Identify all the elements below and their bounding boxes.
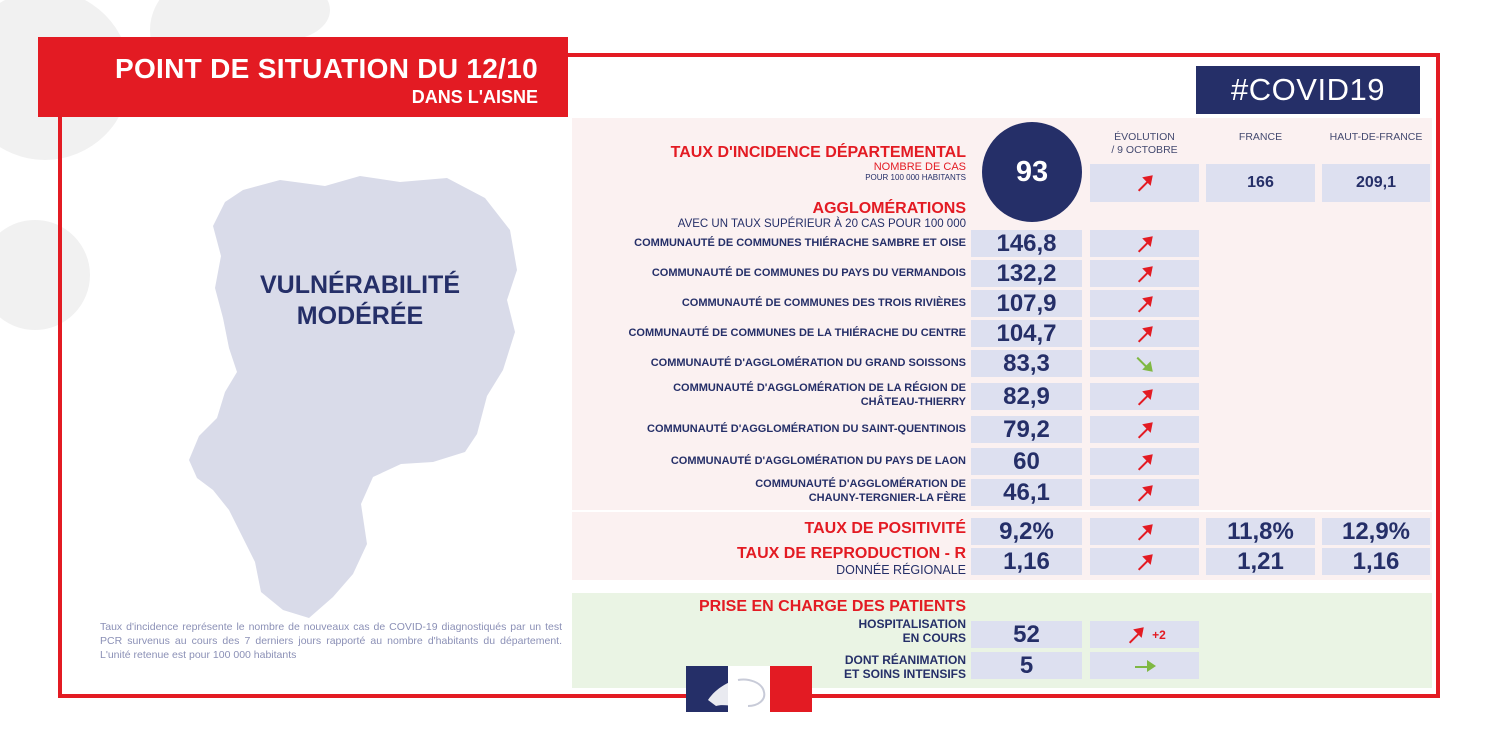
agglomerations-header — [678, 200, 966, 231]
patients-title: PRISE EN CHARGE DES PATIENTS — [699, 598, 966, 615]
agglomeration-evolution — [1090, 479, 1199, 506]
trend-up-icon — [1132, 233, 1158, 255]
agglomeration-label — [634, 236, 966, 250]
agglomeration-value: 83,3 — [971, 350, 1082, 377]
reanimation-label — [844, 653, 966, 681]
agglomeration-value: 107,9 — [971, 290, 1082, 317]
trend-up-icon — [1132, 263, 1158, 285]
departmental-sub2: POUR 100 000 HABITANTS — [865, 173, 966, 182]
footnote: Taux d'incidence représente le nombre de nouveaux cas de COVID-19 diagnostiqués par un test PCR survenus au cours des 7 derniers jours rapporté au nombre d'habitants du département. L'unité retenue est pour 100 000 habitants — [100, 621, 562, 661]
reproduction-value: 1,16 — [971, 548, 1082, 575]
reanimation-value: 5 — [971, 652, 1082, 679]
agglomeration-value: 146,8 — [971, 230, 1082, 257]
hospitalisation-delta: +2 — [1152, 627, 1166, 642]
trend-up-icon — [1123, 624, 1149, 646]
reproduction-hdf: 1,16 — [1322, 548, 1430, 575]
trend-down-icon — [1132, 353, 1158, 375]
hashtag-badge: #COVID19 — [1196, 66, 1420, 114]
departmental-label: TAUX D'INCIDENCE DÉPARTEMENTAL — [670, 144, 966, 161]
agglomeration-label-line1: COMMUNAUTÉ D'AGGLOMÉRATION DE LA RÉGION DE — [673, 382, 966, 394]
reproduction-evolution — [1090, 548, 1199, 575]
agglomeration-label-line2: CHÂTEAU-THIERRY — [860, 396, 966, 408]
agglomeration-label — [682, 296, 966, 310]
departmental-label-block — [671, 144, 966, 182]
column-header-evolution — [1090, 131, 1199, 157]
agglomeration-evolution — [1090, 320, 1199, 347]
reproduction-france: 1,21 — [1206, 548, 1315, 575]
trend-up-icon — [1132, 482, 1158, 504]
agglomeration-label — [673, 381, 966, 409]
agglomerations-subtitle: AVEC UN TAUX SUPÉRIEUR À 20 CAS POUR 100 000 — [677, 218, 966, 230]
aisne-map-icon — [185, 172, 525, 632]
positivity-label: TAUX DE POSITIVITÉ — [804, 520, 966, 537]
page-title: POINT DE SITUATION DU 12/10 — [115, 53, 538, 84]
positivity-value: 9,2% — [971, 518, 1082, 545]
title-banner — [38, 37, 568, 117]
trend-right-icon — [1132, 655, 1158, 677]
hospitalisation-evolution — [1090, 621, 1199, 648]
agglomeration-label-line1: COMMUNAUTÉ DE COMMUNES THIÉRACHE SAMBRE ET OISE — [634, 237, 966, 249]
agglomeration-label — [647, 422, 966, 436]
departmental-evolution — [1090, 164, 1199, 202]
page-subtitle: DANS L'AISNE — [411, 87, 538, 107]
agglomeration-label-line1: COMMUNAUTÉ D'AGGLOMÉRATION DE — [755, 478, 966, 490]
column-header-france: FRANCE — [1238, 131, 1283, 143]
agglomeration-label-line1: COMMUNAUTÉ D'AGGLOMÉRATION DU SAINT-QUENTINOIS — [647, 423, 966, 435]
departmental-value: 93 — [982, 122, 1082, 222]
agglomeration-evolution — [1090, 416, 1199, 443]
trend-up-icon — [1132, 386, 1158, 408]
hospitalisation-label-l2: EN COURS — [902, 631, 966, 645]
departmental-sub1: NOMBRE DE CAS — [873, 161, 966, 173]
positivity-hdf: 12,9% — [1322, 518, 1430, 545]
trend-up-icon — [1132, 323, 1158, 345]
trend-up-icon — [1132, 172, 1158, 194]
column-header-hdf: HAUT-DE-FRANCE — [1329, 131, 1423, 143]
agglomeration-value: 82,9 — [971, 383, 1082, 410]
hospitalisation-label-l1: HOSPITALISATION — [858, 617, 966, 631]
agglomeration-label — [628, 326, 966, 340]
vulnerability-line1: VULNÉRABILITÉ — [260, 271, 460, 299]
trend-up-icon — [1132, 451, 1158, 473]
agglomeration-label-line1: COMMUNAUTÉ DE COMMUNES DU PAYS DU VERMANDOIS — [651, 267, 966, 279]
agglomeration-evolution — [1090, 350, 1199, 377]
agglomeration-value: 132,2 — [971, 260, 1082, 287]
agglomeration-label-line1: COMMUNAUTÉ DE COMMUNES DE LA THIÉRACHE DU CENTRE — [628, 327, 966, 339]
agglomeration-evolution — [1090, 290, 1199, 317]
agglomeration-evolution — [1090, 230, 1199, 257]
reproduction-label: TAUX DE REPRODUCTION - R — [736, 545, 966, 562]
trend-up-icon — [1132, 521, 1158, 543]
positivity-france: 11,8% — [1206, 518, 1315, 545]
agglomeration-value: 60 — [971, 448, 1082, 475]
column-header-evolution-l1: ÉVOLUTION — [1114, 131, 1175, 143]
agglomeration-label-line1: COMMUNAUTÉ DE COMMUNES DES TROIS RIVIÈRES — [681, 297, 966, 309]
reproduction-label-block — [737, 545, 966, 577]
trend-up-icon — [1132, 419, 1158, 441]
hospitalisation-arrow — [1123, 624, 1149, 646]
vulnerability-line2: MODÉRÉE — [296, 302, 424, 330]
agglomeration-evolution — [1090, 448, 1199, 475]
agglomeration-value: 79,2 — [971, 416, 1082, 443]
agglomeration-value: 46,1 — [971, 479, 1082, 506]
departmental-hdf: 209,1 — [1322, 164, 1430, 202]
reanimation-label-l1: DONT RÉANIMATION — [844, 653, 966, 667]
agglomeration-evolution — [1090, 260, 1199, 287]
agglomeration-value: 104,7 — [971, 320, 1082, 347]
trend-up-icon — [1132, 293, 1158, 315]
hospitalisation-label — [858, 617, 966, 645]
agglomerations-title: AGGLOMÉRATIONS — [812, 200, 966, 217]
hospitalisation-value: 52 — [971, 621, 1082, 648]
agglomeration-label — [652, 266, 966, 280]
agglomeration-evolution — [1090, 383, 1199, 410]
agglomeration-label-line1: COMMUNAUTÉ D'AGGLOMÉRATION DU GRAND SOISSONS — [650, 357, 966, 369]
marianne-logo-icon — [686, 666, 812, 712]
departmental-france: 166 — [1206, 164, 1315, 202]
column-header-evolution-l2: / 9 OCTOBRE — [1111, 144, 1178, 156]
trend-up-icon — [1132, 551, 1158, 573]
agglomeration-label — [651, 356, 966, 370]
reanimation-label-l2: ET SOINS INTENSIFS — [843, 667, 966, 681]
positivity-evolution — [1090, 518, 1199, 545]
reproduction-sub: DONNÉE RÉGIONALE — [836, 563, 966, 577]
agglomeration-label-line2: CHAUNY-TERGNIER-LA FÈRE — [808, 492, 966, 504]
vulnerability-status — [210, 270, 510, 332]
agglomeration-label — [671, 454, 966, 468]
reanimation-evolution — [1090, 652, 1199, 679]
agglomeration-label-line1: COMMUNAUTÉ D'AGGLOMÉRATION DU PAYS DE LAON — [670, 455, 966, 467]
agglomeration-label — [755, 477, 966, 505]
